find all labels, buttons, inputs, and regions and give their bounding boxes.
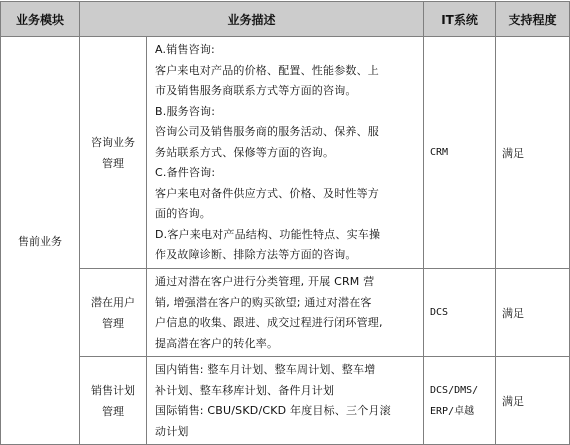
header-row [1,2,570,37]
description-line: C.备件咨询: [155,166,216,179]
submodule-cell [80,37,147,269]
submodule-line: 咨询业务 [91,135,135,149]
description-line: A.销售咨询: [155,43,215,56]
submodule-line: 潜在用户 [91,295,135,309]
description-line: 动计划 [155,424,189,438]
description-line: 客户来电对产品的价格、配置、性能参数、上 [155,63,379,77]
description-line: 销, 增强潜在客户的购买欲望; 通过对潜在客 [155,295,372,309]
description-line: 客户来电对备件供应方式、价格、及时性等方 [155,186,379,200]
table-row [1,269,570,357]
description-line: 提高潜在客户的转化率。 [155,336,279,350]
description-line: 作及故障诊断、排除方法等方面的咨询。 [155,248,357,261]
description-line: 务站联系方式、保修等方面的咨询。 [155,145,335,159]
description-line: 通过对潜在客户进行分类管理, 开展 CRM 营 [155,275,375,288]
description-line: 国际销售: CBU/SKD/CKD 年度目标、三个月滚 [155,404,391,417]
description-line: 面的咨询。 [155,207,211,220]
header-module: 业务模块 [1,2,80,37]
module-cell: 售前业务 [1,37,80,445]
submodule-line: 管理 [102,316,124,330]
support-cell: 满足 [496,269,570,357]
description-line: D.客户来电对产品结构、功能性特点、实车操 [155,227,381,241]
description-line: 市及销售服务商联系方式等方面的咨询。 [155,84,357,97]
submodule-line: 管理 [102,404,124,418]
description-line: 咨询公司及销售服务商的服务活动、保养、服 [155,125,379,138]
header-it-system: IT系统 [424,2,496,37]
description-line: 国内销售: 整车月计划、整车周计划、整车增 [155,363,376,376]
support-cell: 满足 [496,37,570,269]
business-table [0,1,570,445]
header-support: 支持程度 [496,2,570,37]
it-system-line: CRM [430,147,449,158]
table-row [1,37,570,269]
description-line: 户信息的收集、跟进、成交过程进行闭环管理, [155,316,383,329]
header-description: 业务描述 [80,2,424,37]
it-system-line: DCS [430,307,449,318]
description-cell [147,269,424,357]
it-system-line: DCS/DMS/ [430,384,479,396]
description-line: B.服务咨询: [155,104,216,118]
support-cell: 满足 [496,357,570,445]
submodule-cell [80,269,147,357]
submodule-line: 管理 [102,156,124,170]
description-cell [147,37,424,269]
description-cell [147,357,424,445]
it-system-line: ERP/卓越 [430,405,475,417]
it-system-cell [424,37,496,269]
submodule-cell [80,357,147,445]
table-row [1,357,570,445]
it-system-cell [424,357,496,445]
it-system-cell [424,269,496,357]
description-line: 补计划、整车移库计划、备件月计划 [155,383,335,397]
submodule-line: 销售计划 [91,383,135,397]
